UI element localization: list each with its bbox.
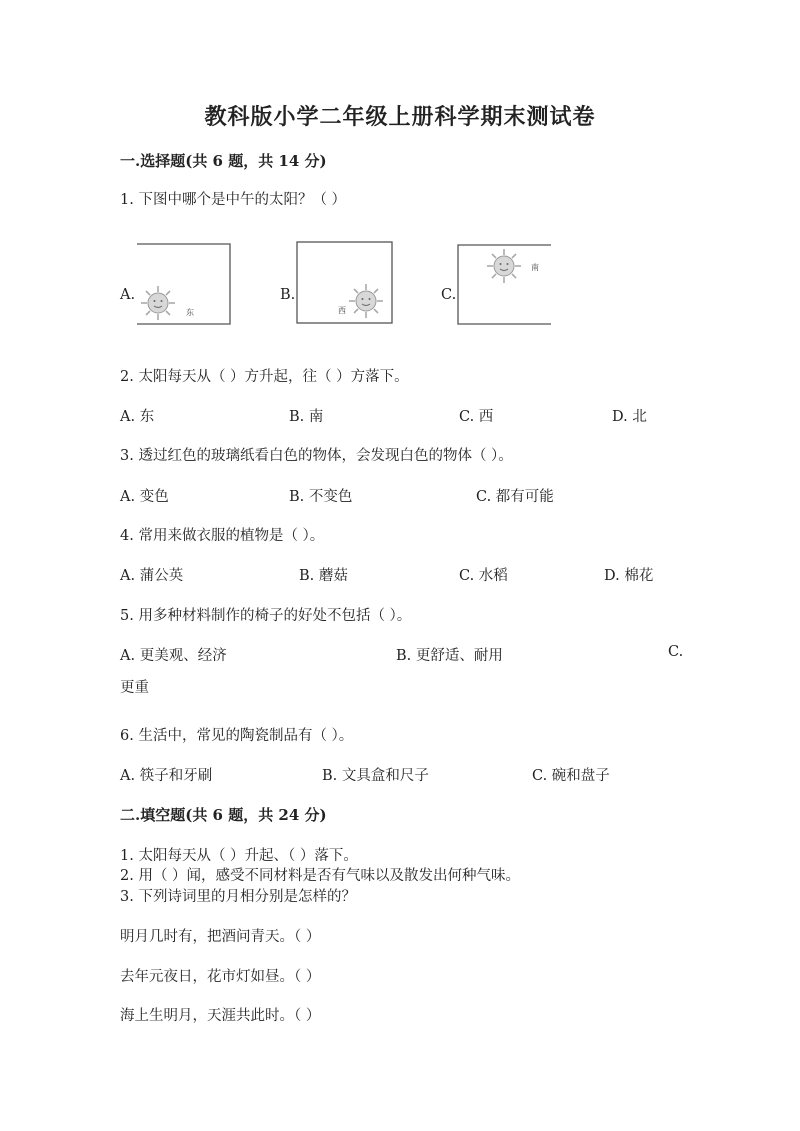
sun-icon [487, 249, 521, 283]
fill-question-1: 1. 太阳每天从（ ）升起、（ ）落下。 [120, 848, 358, 864]
poem-line-3: 海上生明月，天涯共此时。（ ） [120, 1008, 321, 1024]
q4-option-c: C. 水稻 [459, 568, 508, 584]
q4-option-d: D. 棉花 [604, 568, 654, 584]
poem-line-1: 明月几时有，把酒问青天。（ ） [120, 929, 321, 945]
poem-line-2: 去年元夜日，花市灯如昼。（ ） [120, 969, 321, 985]
q1-option-a-label: A. [120, 287, 136, 303]
question-4: 4. 常用来做衣服的植物是（ ）。 [120, 528, 325, 544]
q1-figure-b [296, 241, 394, 325]
q1-option-c-label: C. [441, 287, 457, 303]
q1-figure-a [136, 243, 232, 325]
q2-option-a: A. 东 [120, 409, 155, 425]
q4-option-b: B. 蘑菇 [299, 568, 348, 584]
q3-option-a: A. 变色 [120, 489, 169, 505]
section-heading-fill: 二.填空题(共 6 题，共 24 分) [120, 806, 327, 824]
q4-option-a: A. 蒲公英 [120, 568, 184, 584]
question-3: 3. 透过红色的玻璃纸看白色的物体，会发现白色的物体（ ）。 [120, 448, 513, 464]
sun-icon [349, 284, 383, 318]
q1-figure-c [457, 244, 553, 326]
q2-option-d: D. 北 [612, 409, 647, 425]
direction-label-west: 西 [338, 306, 346, 315]
q6-option-c: C. 碗和盘子 [532, 768, 610, 784]
frame-c-svg [457, 244, 553, 326]
sun-icon [141, 286, 175, 320]
question-6: 6. 生活中，常见的陶瓷制品有（ ）。 [120, 728, 354, 744]
q3-option-b: B. 不变色 [289, 489, 353, 505]
q5-option-b: B. 更舒适、耐用 [396, 648, 503, 664]
q3-option-c: C. 都有可能 [476, 489, 554, 505]
direction-label-east: 东 [186, 308, 194, 317]
q5-option-c: C. [668, 644, 684, 660]
q6-option-b: B. 文具盒和尺子 [322, 768, 429, 784]
fill-question-3: 3. 下列诗词里的月相分别是怎样的？ [120, 889, 356, 905]
q2-option-b: B. 南 [289, 409, 324, 425]
frame-a-svg [136, 243, 232, 325]
section-heading-choice: 一.选择题(共 6 题，共 14 分) [120, 152, 327, 170]
q1-option-b-label: B. [280, 287, 296, 303]
q6-option-a: A. 筷子和牙刷 [120, 768, 213, 784]
question-5: 5. 用多种材料制作的椅子的好处不包括（ ）。 [120, 608, 412, 624]
q2-option-c: C. 西 [459, 409, 494, 425]
question-1: 1. 下图中哪个是中午的太阳？（ ） [120, 192, 347, 208]
direction-label-south: 南 [531, 263, 539, 272]
fill-question-2: 2. 用（ ）闻，感受不同材料是否有气味以及散发出何种气味。 [120, 868, 521, 884]
question-2: 2. 太阳每天从（ ）方升起，往（ ）方落下。 [120, 369, 409, 385]
q5-option-c-text: 更重 [120, 680, 149, 696]
page-title: 教科版小学二年级上册科学期末测试卷 [204, 104, 596, 130]
q5-option-a: A. 更美观、经济 [120, 648, 227, 664]
